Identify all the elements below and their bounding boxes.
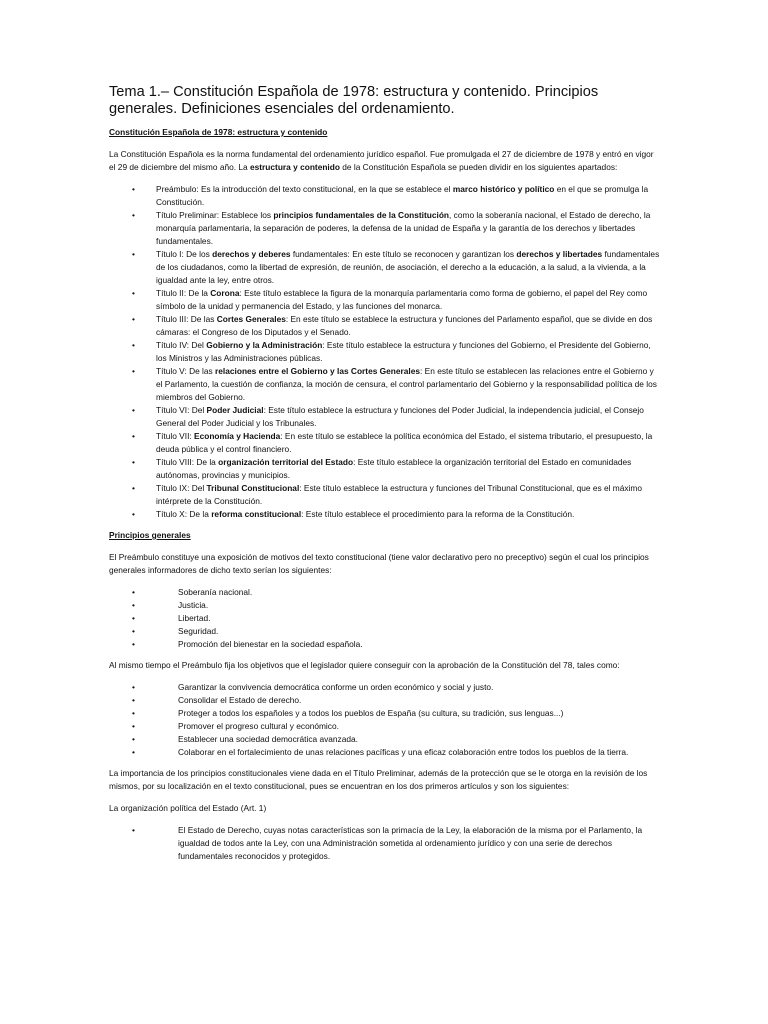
text-run: Título III: De las (156, 314, 217, 324)
principle-item: • Seguridad. (109, 625, 661, 638)
bold-text: marco histórico y político (452, 184, 555, 194)
text-run: Título I: De los (156, 249, 213, 259)
text-run: : En este título se establece la estructura y funciones del Parlamento español, que se divide en dos cámaras: el Congreso de los Diputados y el Senado. (156, 314, 653, 337)
text-run: : Este título establece la estructura y funciones del Gobierno, el Presidente del Gobierno, los Ministros y las Administraciones públicas. (156, 340, 651, 363)
objective-item: • Proteger a todos los españoles y a todos los pueblos de España (su cultura, su tradición, sus lenguas...) (109, 707, 661, 720)
structure-list-item (109, 287, 661, 313)
principles-list (109, 586, 661, 651)
organization-heading: La organización política del Estado (Art. 1) (109, 803, 267, 813)
preamble-paragraph: El Preámbulo constituye una exposición de motivos del texto constitucional (tiene valor declarativo pero no preceptivo) según el cual los principios generales informadores de dicho texto serían los siguientes: (109, 552, 649, 575)
bold-text: Tribunal Constitucional (206, 483, 300, 493)
intro-paragraph (109, 148, 661, 174)
text-run: : En este título se establece la política económica del Estado, el sistema tributario, el presupuesto, la deuda pública y el control financiero. (156, 431, 653, 454)
principle-item: • Promoción del bienestar en la sociedad española. (109, 638, 661, 651)
bold-text: Cortes Generales (216, 314, 286, 324)
structure-list-item (109, 313, 661, 339)
importance-paragraph: La importancia de los principios constitucionales viene dada en el Título Preliminar, además de la protección que se le otorga en la revisión de los mismos, por su localización en el texto constitucional, pues se encuentran en los dos primeros artículos y son los siguientes: (109, 768, 648, 791)
objective-item: • Garantizar la convivencia democrática conforme un orden económico y social y justo. (109, 681, 661, 694)
objective-item: • Colaborar en el fortalecimiento de unas relaciones pacíficas y una eficaz colaboración entre todos los pueblos de la tierra. (109, 746, 661, 759)
objective-item: • Promover el progreso cultural y económico. (109, 720, 661, 733)
text-run: Preámbulo: Es la introducción del texto constitucional, en la que se establece el (156, 184, 453, 194)
text-run: de la Constitución Española se pueden dividir en los siguientes apartados: (339, 162, 618, 172)
structure-list-item (109, 248, 661, 287)
structure-list-item (109, 456, 661, 482)
principle-item: • Justicia. (109, 599, 661, 612)
objective-item: • Establecer una sociedad democrática avanzada. (109, 733, 661, 746)
structure-list-item (109, 404, 661, 430)
text-run: Título Preliminar: Establece los (156, 210, 274, 220)
text-run: en el que se promulga la Constitución. (156, 184, 649, 207)
bold-text: Corona (210, 288, 240, 298)
text-run: : En este título se establecen las relaciones entre el Gobierno y el Parlamento, la cuestión de confianza, la moción de censura, el control parlamentario del Gobierno y la responsabilidad política de los miembros del Gobierno. (156, 366, 657, 402)
structure-list (109, 183, 661, 521)
text-run: Título X: De la (156, 509, 212, 519)
structure-list-item (109, 209, 661, 248)
structure-list-item (109, 339, 661, 365)
bold-text: Economía y Hacienda (194, 431, 281, 441)
text-run: : Este título establece la estructura y funciones del Tribunal Constitucional, que es el máximo intérprete de la Constitución. (156, 483, 643, 506)
text-run: La Constitución Española es la norma fundamental del ordenamiento jurídico español. Fue promulgada el 27 de diciembre de 1978 y entró en vigor el 29 de diciembre del mismo año. La (109, 149, 654, 172)
text-run: Título VII: (156, 431, 195, 441)
objectives-list (109, 681, 661, 759)
section-heading-principles: Principios generales (109, 530, 191, 540)
text-run: fundamentales: En este título se reconocen y garantizan los (290, 249, 517, 259)
document-body (109, 126, 661, 871)
text-run: Título VIII: De la (156, 457, 219, 467)
bold-text: Gobierno y la Administración (206, 340, 323, 350)
structure-list-item (109, 482, 661, 508)
text-run: : Este título establece la figura de la monarquía parlamentaria como forma de gobierno, el papel del Rey como símbolo de la unidad y permanencia del Estado, y las funciones del monarca. (156, 288, 648, 311)
organization-list (109, 824, 661, 863)
structure-list-item (109, 183, 661, 209)
principle-item: • Soberanía nacional. (109, 586, 661, 599)
section-heading-structure: Constitución Española de 1978: estructura y contenido (109, 127, 328, 137)
bold-text: organización territorial del Estado (218, 457, 354, 467)
structure-list-item (109, 365, 661, 404)
text-run: Título VI: Del (156, 405, 207, 415)
text-run: : Este título establece la estructura y funciones del Poder Judicial, la independencia judicial, el Consejo General del Poder Judicial y los Tribunales. (156, 405, 644, 428)
bold-text: principios fundamentales de la Constitución (273, 210, 450, 220)
organization-item: • El Estado de Derecho, cuyas notas características son la primacía de la Ley, la elaboración de la misma por el Parlamento, la igualdad de todos ante la Ley, con una Administración sometida al ordenamiento jurídico y con una serie de derechos fundamentales reconocidos y protegidos. (109, 824, 661, 863)
bold-text: derechos y libertades (516, 249, 603, 259)
bold-text: Poder Judicial (206, 405, 264, 415)
text-run: Título II: De la (156, 288, 211, 298)
bold-text: relaciones entre el Gobierno y las Cortes Generales (215, 366, 421, 376)
structure-list-item (109, 508, 661, 521)
bold-text: reforma constitucional (211, 509, 302, 519)
document-title: Tema 1.– Constitución Española de 1978: estructura y contenido. Principios generales. Definiciones esenciales del ordenamiento. (109, 84, 599, 117)
bold-text: derechos y deberes (212, 249, 291, 259)
structure-list-item (109, 430, 661, 456)
text-run: Título IV: Del (156, 340, 207, 350)
text-run: fundamentales de los ciudadanos, como la libertad de expresión, de reunión, de asociación, el derecho a la educación, a la salud, a la vivienda, a la igualdad ante la ley, entre otros. (156, 249, 660, 285)
text-run: : Este título establece el procedimiento para la reforma de la Constitución. (301, 509, 575, 519)
objective-item: • Consolidar el Estado de derecho. (109, 694, 661, 707)
bold-text: estructura y contenido (250, 162, 340, 172)
text-run: : Este título establece la organización territorial del Estado en comunidades autónomas, provincias y municipios. (156, 457, 632, 480)
principle-item: • Libertad. (109, 612, 661, 625)
text-run: , como la soberanía nacional, el Estado de derecho, la monarquía parlamentaria, la separación de poderes, la defensa de la unidad de España y la garantía de los derechos y libertades fundamentales. (156, 210, 651, 246)
text-run: Título IX: Del (156, 483, 207, 493)
objectives-paragraph: Al mismo tiempo el Preámbulo fija los objetivos que el legislador quiere conseguir con la aprobación de la Constitución del 78, tales como: (109, 660, 620, 670)
text-run: Título V: De las (156, 366, 216, 376)
